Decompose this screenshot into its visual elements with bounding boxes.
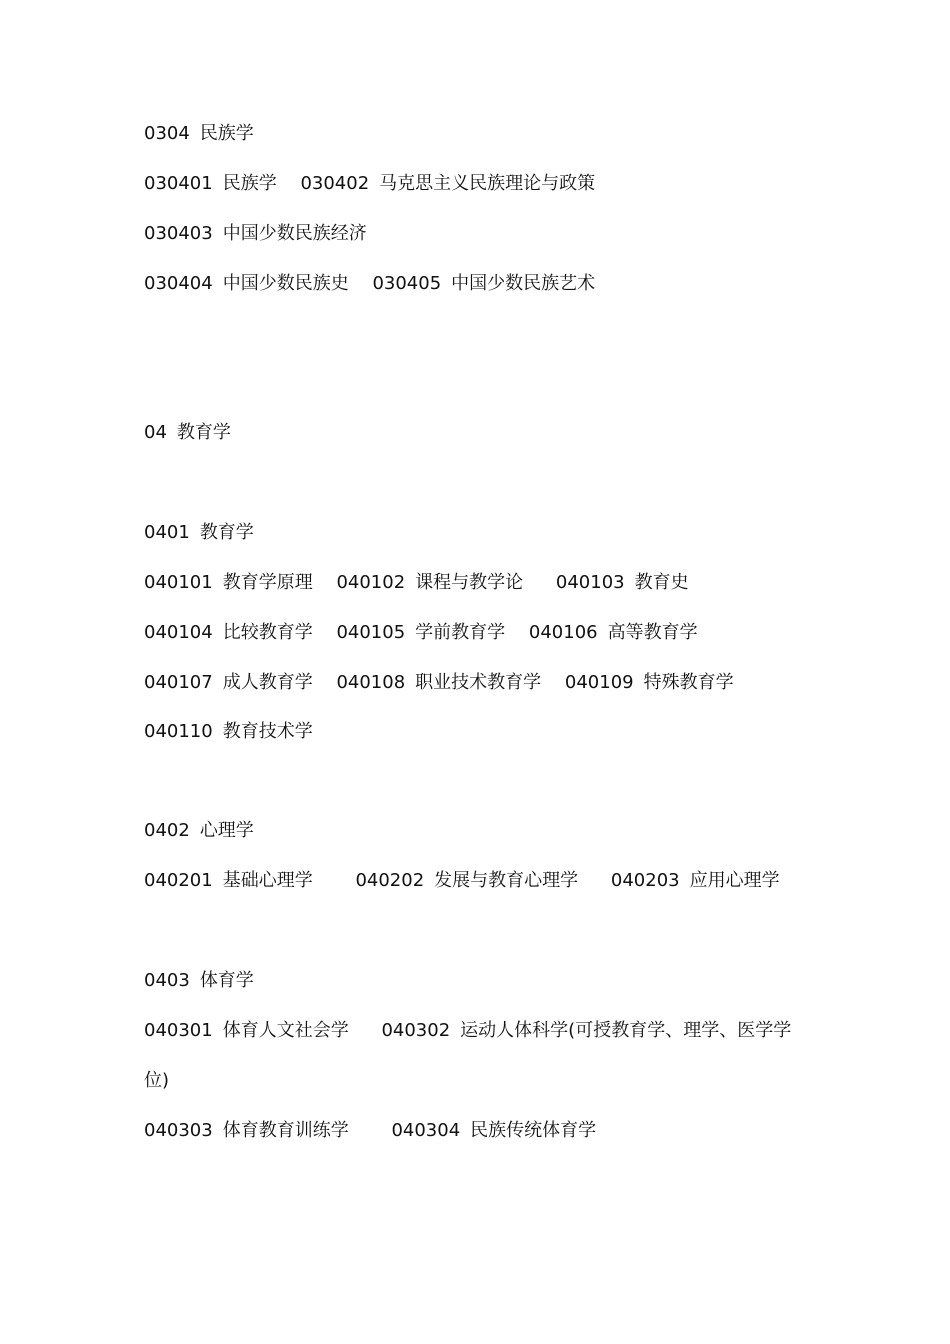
subject-code: 040202 xyxy=(355,870,425,891)
discipline-code: 0304 xyxy=(144,123,190,144)
discipline-code: 0401 xyxy=(144,522,190,543)
category-name: 教育学 xyxy=(176,422,231,443)
subject-code: 040106 xyxy=(528,622,598,643)
subject-code: 040102 xyxy=(336,572,406,593)
subject-code: 040107 xyxy=(144,672,213,693)
discipline-0402-heading xyxy=(144,818,254,844)
subject-code: 040302 xyxy=(381,1020,451,1041)
category-code: 04 xyxy=(144,422,167,443)
subject-name: 比较教育学 xyxy=(222,622,313,643)
subject-name: 运动人体科学(可授教育学、理学、医学学 xyxy=(460,1020,792,1041)
discipline-name: 民族学 xyxy=(199,123,254,144)
discipline-name: 心理学 xyxy=(199,820,254,841)
subject-name: 特殊教育学 xyxy=(643,672,734,693)
continuation-text: 位) xyxy=(144,1070,170,1091)
subject-line xyxy=(144,221,367,247)
discipline-0403-heading xyxy=(144,968,254,994)
discipline-code: 0402 xyxy=(144,820,190,841)
subject-name: 体育人文社会学 xyxy=(222,1020,349,1041)
subject-code: 030401 xyxy=(144,173,213,194)
subject-code: 040109 xyxy=(564,672,634,693)
subject-line xyxy=(144,1118,596,1144)
subject-line xyxy=(144,670,734,696)
discipline-0304-heading xyxy=(144,121,254,147)
subject-line xyxy=(144,171,595,197)
subject-code: 040101 xyxy=(144,572,213,593)
subject-code: 040103 xyxy=(555,572,625,593)
subject-code: 040304 xyxy=(391,1120,461,1141)
subject-line xyxy=(144,271,595,297)
subject-code: 030404 xyxy=(144,273,213,294)
subject-line xyxy=(144,868,780,894)
subject-code: 040203 xyxy=(610,870,680,891)
subject-code: 040201 xyxy=(144,870,213,891)
subject-name: 体育教育训练学 xyxy=(222,1120,349,1141)
discipline-name: 体育学 xyxy=(199,970,254,991)
subject-name: 民族学 xyxy=(222,173,277,194)
subject-name: 基础心理学 xyxy=(222,870,313,891)
subject-name: 职业技术教育学 xyxy=(415,672,542,693)
subject-line-continuation xyxy=(144,1068,169,1094)
discipline-name: 教育学 xyxy=(199,522,254,543)
subject-code: 040104 xyxy=(144,622,213,643)
subject-name: 学前教育学 xyxy=(415,622,506,643)
subject-name: 教育史 xyxy=(634,572,689,593)
subject-name: 马克思主义民族理论与政策 xyxy=(379,173,596,194)
subject-name: 中国少数民族史 xyxy=(222,273,349,294)
subject-name: 应用心理学 xyxy=(689,870,780,891)
subject-name: 教育技术学 xyxy=(222,721,313,742)
discipline-0401-heading xyxy=(144,520,254,546)
subject-name: 教育学原理 xyxy=(222,572,313,593)
subject-name: 中国少数民族艺术 xyxy=(451,273,596,294)
subject-line xyxy=(144,719,313,745)
subject-name: 中国少数民族经济 xyxy=(222,223,367,244)
subject-line xyxy=(144,620,698,646)
subject-name: 成人教育学 xyxy=(222,672,313,693)
subject-name: 课程与教学论 xyxy=(415,572,524,593)
subject-code: 030402 xyxy=(300,173,370,194)
subject-name: 发展与教育心理学 xyxy=(434,870,579,891)
category-04-heading xyxy=(144,420,231,446)
subject-line xyxy=(144,1018,791,1044)
subject-code: 040108 xyxy=(336,672,406,693)
subject-code: 040105 xyxy=(336,622,406,643)
subject-name: 民族传统体育学 xyxy=(470,1120,597,1141)
discipline-code: 0403 xyxy=(144,970,190,991)
subject-code: 040301 xyxy=(144,1020,213,1041)
subject-code: 040110 xyxy=(144,721,213,742)
subject-line xyxy=(144,570,689,596)
subject-code: 030405 xyxy=(372,273,442,294)
subject-code: 040303 xyxy=(144,1120,213,1141)
subject-name: 高等教育学 xyxy=(607,622,698,643)
subject-code: 030403 xyxy=(144,223,213,244)
